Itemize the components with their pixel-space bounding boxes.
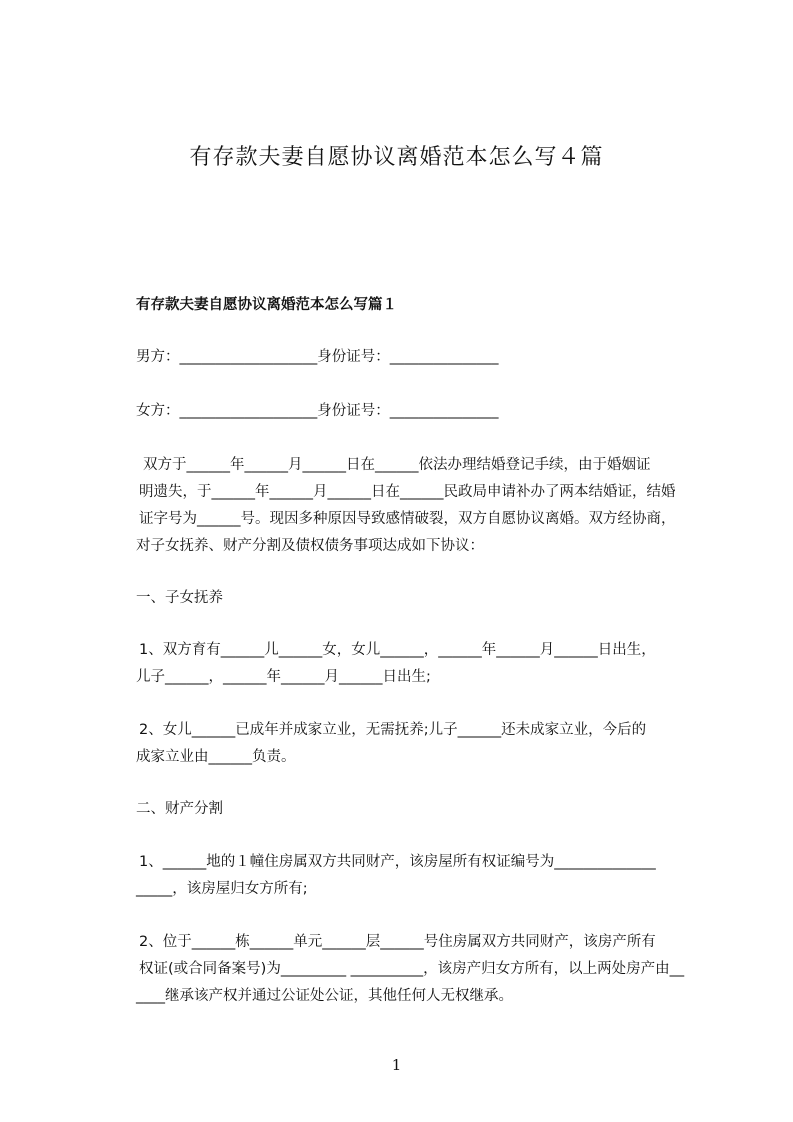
- male-party-line: 男方：___________________身份证号：_______________: [136, 349, 499, 365]
- paragraph-line: 成家立业由______负责。: [136, 749, 296, 765]
- paragraph-line: ____继承该产权并通过公证处公证，其他任何人无权继承。: [136, 988, 513, 1004]
- document-title: 有存款夫妻自愿协议离婚范本怎么写４篇: [189, 145, 604, 170]
- paragraph-line: 双方于______年______月______日在______依法办理结婚登记手续，由于婚姻证: [143, 457, 651, 473]
- page-number: 1: [391, 1056, 402, 1074]
- paragraph-line: 明遗失，于______年______月______日在______民政局申请补办了两本结婚证，结婚: [139, 484, 676, 500]
- section-heading: 二、财产分割: [136, 801, 223, 817]
- female-party-line: 女方：___________________身份证号：_______________: [136, 403, 499, 419]
- paragraph-line: 2、位于______栋______单元______层______号住房属双方共同财产，该房产所有: [139, 934, 656, 950]
- paragraph-line: _____，该房屋归女方所有;: [136, 881, 308, 897]
- paragraph-line: 权证(或合同备案号)为_________ __________，该房产归女方所有，以上两处房产由__: [139, 961, 685, 977]
- section-heading: 一、子女抚养: [136, 590, 223, 606]
- paragraph-line: 2、女儿______已成年并成家立业，无需抚养;儿子______还未成家立业，今后的: [139, 722, 647, 738]
- paragraph-line: 1、______地的１幢住房属双方共同财产，该房屋所有权证编号为______________: [139, 854, 656, 870]
- paragraph-line: 儿子______，______年______月______日出生;: [136, 669, 431, 685]
- paragraph-line: 对子女抚养、财产分割及债权债务事项达成如下协议：: [136, 538, 484, 554]
- paragraph-line: 证字号为______号。现因多种原因导致感情破裂，双方自愿协议离婚。双方经协商，: [139, 511, 676, 527]
- paragraph-line: 1、双方育有______儿______女，女儿______，______年______月______日出生，: [139, 642, 656, 658]
- section-subtitle: 有存款夫妻自愿协议离婚范本怎么写篇１: [136, 297, 397, 313]
